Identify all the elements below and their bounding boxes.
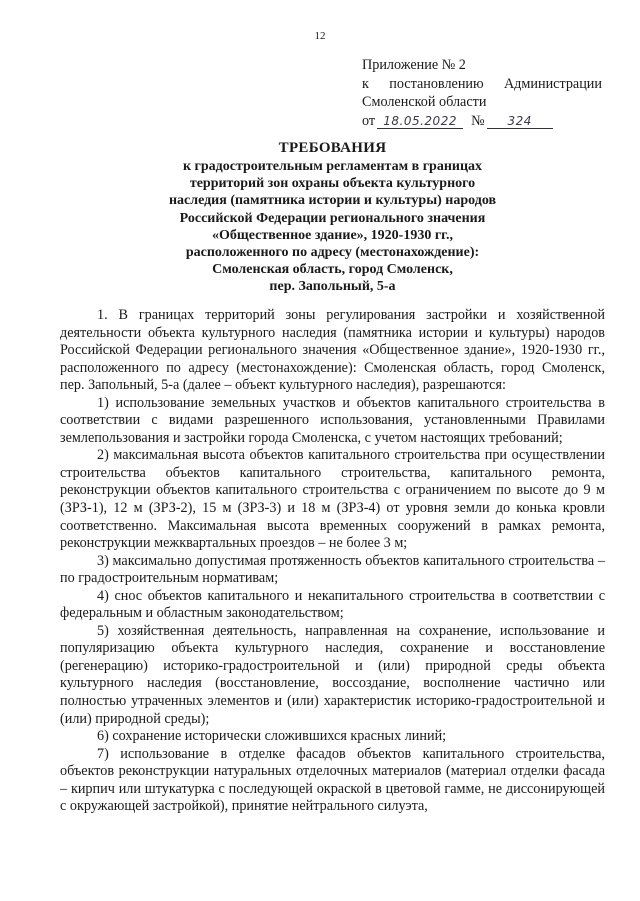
appendix-preposition: к: [362, 75, 369, 92]
title-line: пер. Запольный, 5-а: [269, 279, 396, 295]
appendix-header: [362, 56, 602, 130]
paragraph-1: 1. В границах территорий зоны регулирования застройки и хозяйственной деятельности объекта культурного наследия (памятника истории и культуры) народов Российской Федерации регионального значения «Общественное здание», 1920-1930 гг., расположенного по адресу (местонахождение): Смоленская область, город Смоленск, пер. Запольный, 5-а (далее – объект культурного наследия), разрешаются:: [60, 307, 605, 394]
appendix-decree-word: постановлению: [389, 75, 484, 92]
title-line: Российской Федерации регионального значения: [179, 210, 486, 226]
appendix-administration: Администрации: [503, 75, 602, 92]
title-line: расположенного по адресу (местонахождение):: [185, 245, 480, 261]
handwritten-number: 324: [487, 114, 553, 129]
handwritten-date: 18.05.2022: [377, 114, 463, 129]
document-title: [60, 139, 605, 296]
title-line: территорий зон охраны объекта культурного: [189, 176, 476, 192]
paragraph-item-5: 5) хозяйственная деятельность, направленная на сохранение, использование и популяризацию объекта культурного наследия, сохранение и восстановление (регенерацию) историко-градостроительной и (или) природной среды объекта культурного наследия (восстановление, воссоздание, восполнение частично или полностью утраченных элементов и (или) характеристик историко-градостроительной и (или) природной среды);: [60, 622, 605, 727]
title-line: «Общественное здание», 1920-1930 гг.,: [212, 227, 453, 243]
document-body: [60, 307, 605, 816]
title-main: ТРЕБОВАНИЯ: [278, 140, 387, 156]
appendix-date-number: [362, 112, 602, 131]
paragraph-item-3: 3) максимально допустимая протяженность объектов капитального строительства – по градостроительным нормативам;: [60, 552, 605, 587]
paragraph-item-1: 1) использование земельных участков и объектов капитального строительства в соответствии с видами разрешенного использования, установленными Правилами землепользования и застройки города Смоленска, с учетом настоящих требований;: [60, 394, 605, 446]
number-label: №: [471, 112, 485, 129]
appendix-decree-line: [362, 75, 602, 94]
appendix-title: Приложение № 2: [362, 57, 466, 73]
from-label: от: [362, 112, 376, 129]
appendix-region: Смоленской области: [362, 94, 487, 110]
title-line: Смоленская область, город Смоленск,: [212, 262, 453, 278]
title-line: к градостроительным регламентам в границах: [182, 159, 483, 174]
page-number: 12: [314, 30, 326, 42]
title-line: наследия (памятника истории и культуры) народов: [168, 193, 497, 209]
paragraph-item-7: 7) использование в отделке фасадов объектов капитального строительства, объектов реконструкции натуральных отделочных материалов (материал отделки фасада – кирпич или штукатурка с последующей окраской в цветовой гамме, не диссонирующей с окружающей застройкой), принятие нейтрального силуэта,: [60, 745, 605, 815]
paragraph-item-6: 6) сохранение исторически сложившихся красных линий;: [97, 728, 447, 745]
paragraph-item-4: 4) снос объектов капитального и некапитального строительства в соответствии с федеральным и областным законодательством;: [60, 587, 605, 622]
paragraph-item-2: 2) максимальная высота объектов капитального строительства при осуществлении строительства объектов капитального строительства, капитального ремонта, реконструкции объектов капитального строительства с ограничением по высоте до 9 м (ЗРЗ-1), 12 м (ЗРЗ-2), 15 м (ЗРЗ-3) и 18 м (ЗРЗ-4) от уровня земли до конька кровли соответственно. Максимальная высота временных сооружений в рамках ремонта, реконструкции межквартальных проездов – не более 3 м;: [60, 447, 605, 552]
